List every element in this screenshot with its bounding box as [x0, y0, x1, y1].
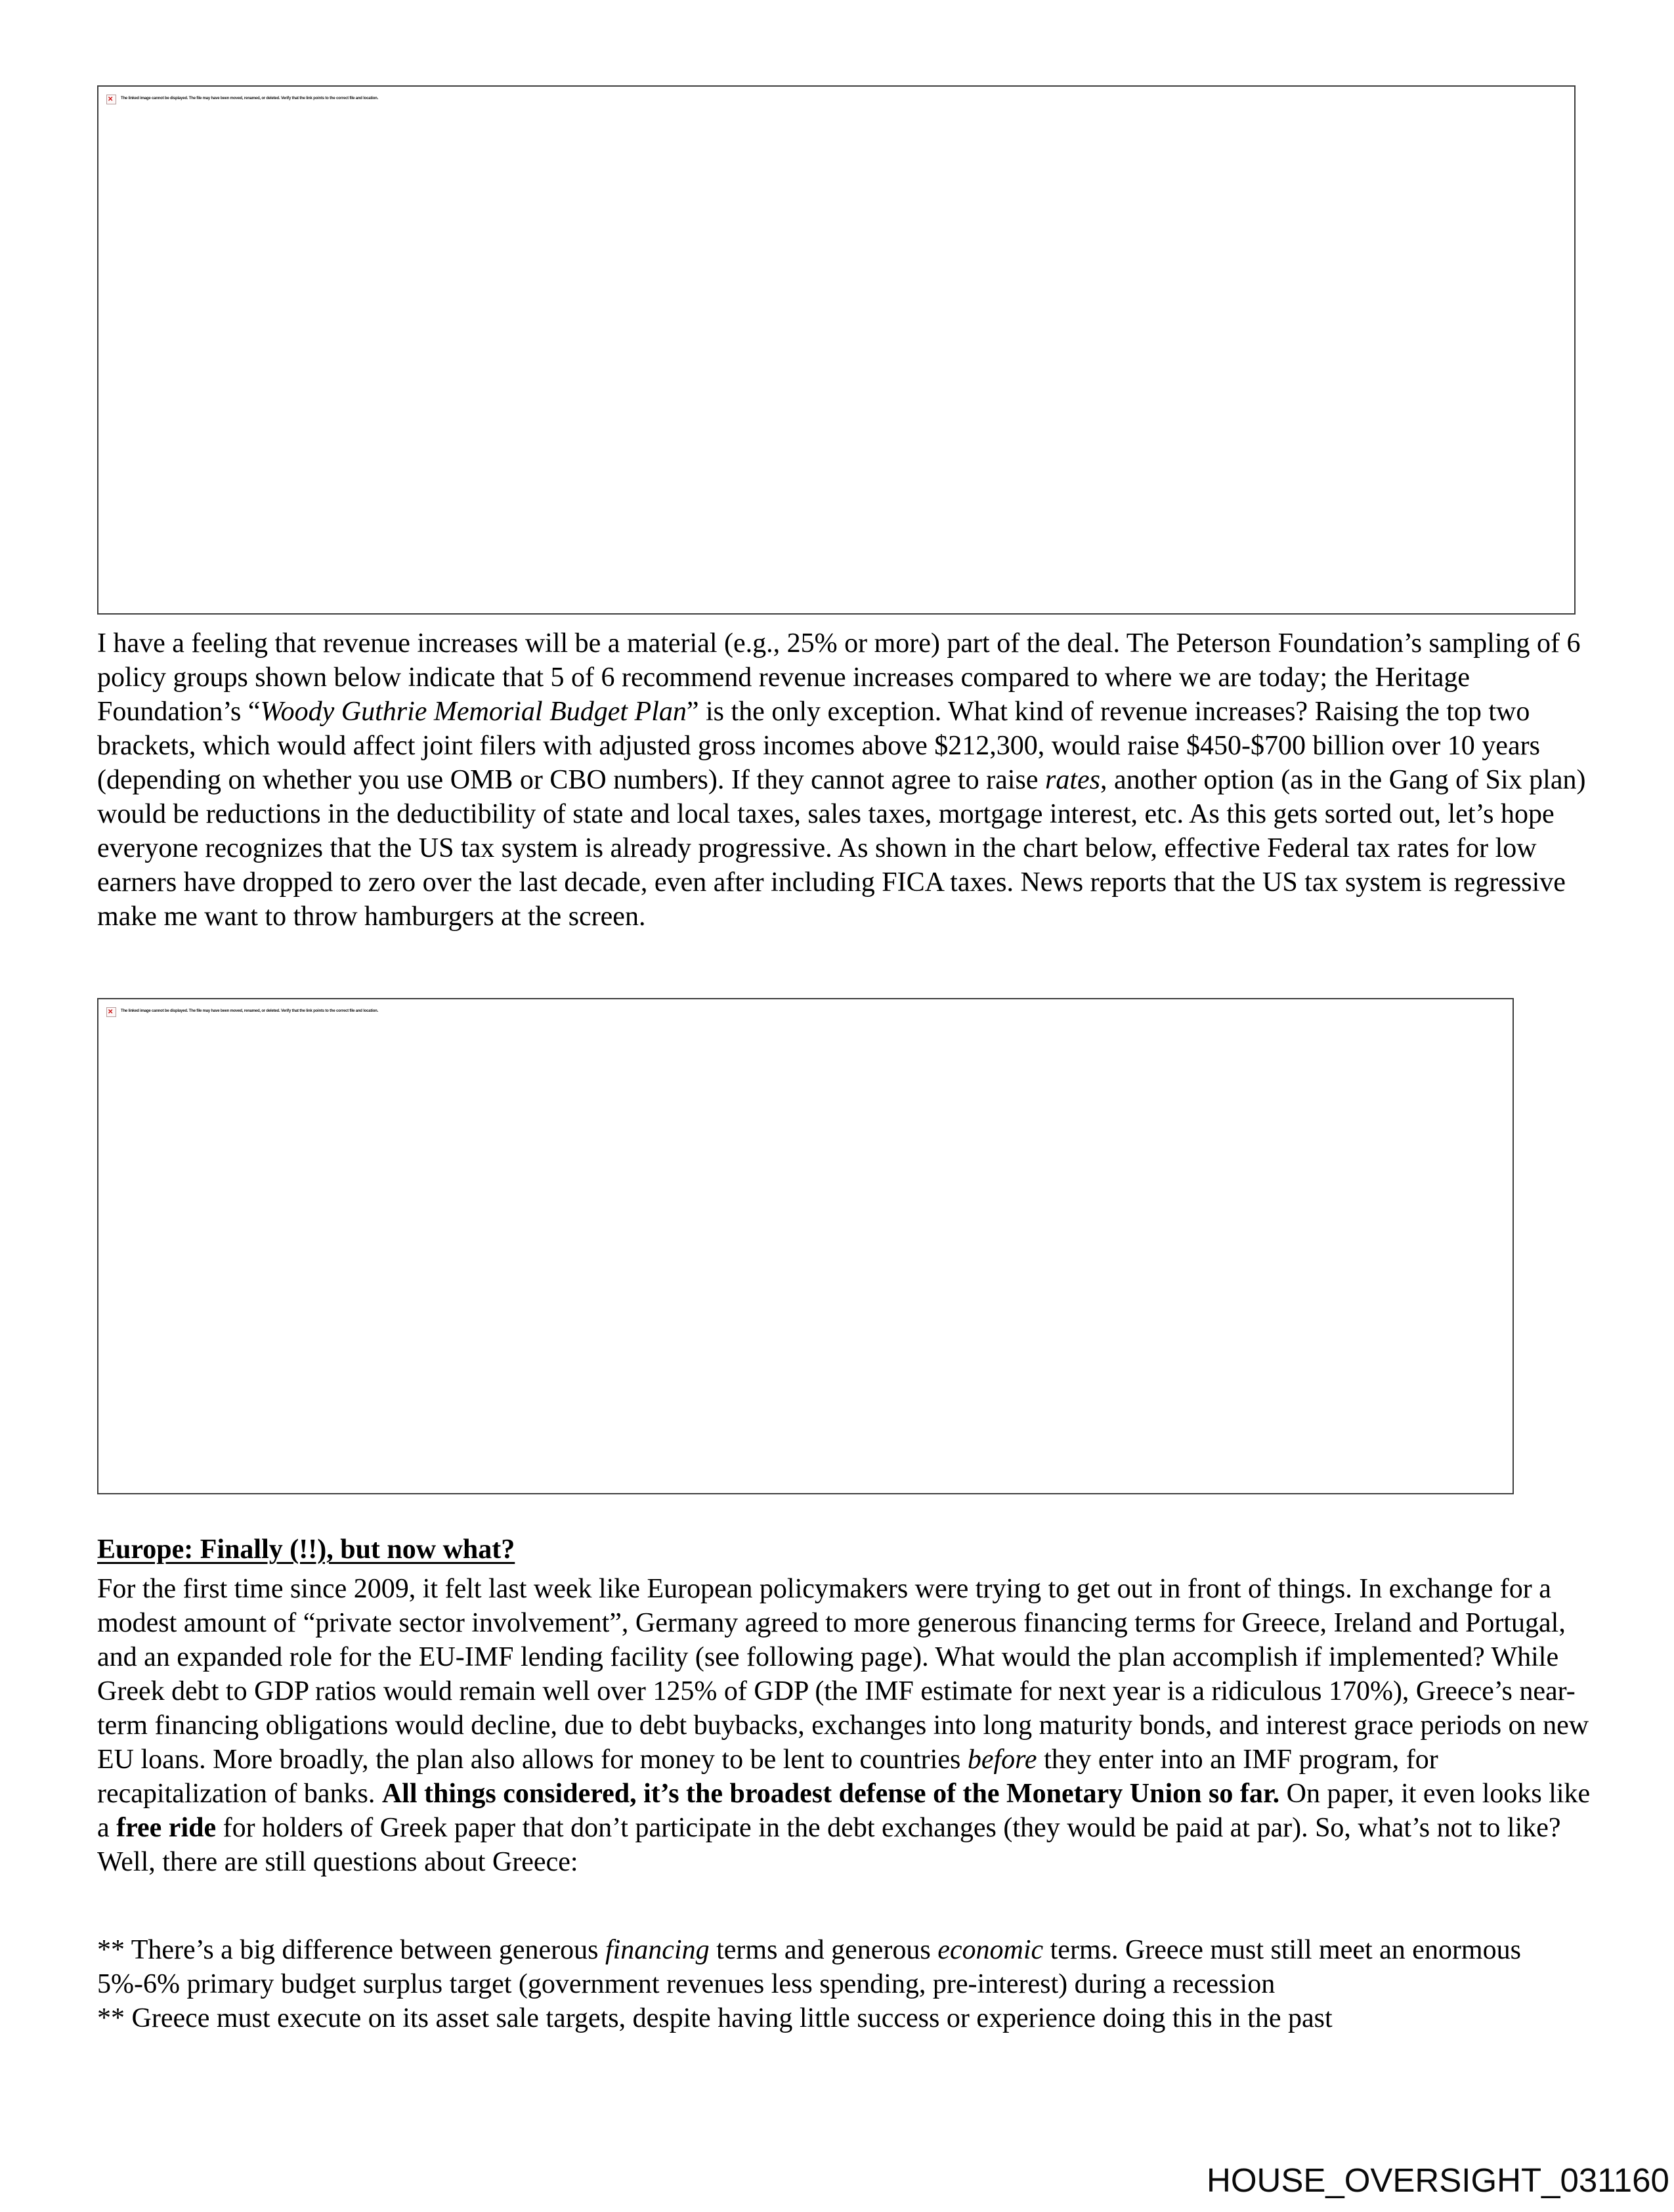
text-segment: On paper, it even looks like a — [97, 1779, 1591, 1843]
text-segment: terms. Greece must still meet an enormous 5%-6% primary budget surplus target (government revenues less spending, pre-interest) during a recession — [97, 1935, 1521, 1999]
bates-number: HOUSE_OVERSIGHT_031160 — [1207, 2161, 1669, 2199]
text-segment-italic: rates — [1044, 765, 1100, 795]
text-segment: for holders of Greek paper that don’t participate in the debt exchanges (they would be paid at par). So, what’s not to like? Well, there are still questions about Greece: — [97, 1813, 1561, 1877]
text-segment-italic: financing — [605, 1935, 710, 1965]
text-segment: , another option (as in the Gang of Six plan) would be reductions in the deductibility of state and local taxes, sales taxes, mortgage interest, etc. As this gets sorted out, let’s hope everyone recognizes that the US tax system is already progressive. As shown in the chart below, effective Federal tax rates for low earners have dropped to zero over the last decade, even after including FICA taxes. News reports that the US tax system is regressive make me want to throw hamburgers at the screen. — [97, 765, 1586, 932]
text-segment: ” is the only exception. What kind of revenue increases? Raising the top two brackets, which would affect joint filers with adjusted gross incomes above $212,300, would raise $450-$700 billion over 10 years (depending on whether you use OMB or CBO numbers). If they cannot agree to raise — [97, 697, 1540, 795]
broken-image-text: The linked image cannot be displayed. The file may have been moved, renamed, or deleted. Verify that the link points to the correct file and location. — [121, 97, 379, 100]
text-segment-italic: before — [967, 1745, 1037, 1775]
broken-image-frame-1 — [97, 85, 1576, 615]
text-segment: terms and generous — [709, 1935, 938, 1965]
bullet-line — [97, 2001, 1600, 2035]
europe-paragraph — [97, 1572, 1600, 1879]
text-segment-bold: free ride — [116, 1813, 217, 1843]
broken-image-placeholder-row — [98, 87, 1574, 104]
broken-image-frame-2 — [97, 998, 1514, 1494]
text-segment: they enter into an IMF program, for recapitalization of banks. — [97, 1745, 1438, 1809]
text-segment: I have a feeling that revenue increases will be a material (e.g., 25% or more) part of the deal. The Peterson Foundation’s sampling of 6 policy groups shown below indicate that 5 of 6 recommend revenue increases compared to where we are today; the Heritage Foundation’s “ — [97, 628, 1581, 727]
europe-section-heading: Europe: Finally (!!), but now what? — [97, 1534, 515, 1565]
broken-image-placeholder-row — [98, 999, 1513, 1017]
text-segment: For the first time since 2009, it felt last week like European policymakers were trying to get out in front of things. In exchange for a modest amount of “private sector involvement”, Germany agreed to more generous financing terms for Greece, Ireland and Portugal, and an expanded role for the EU-IMF lending facility (see following page). What would the plan accomplish if implemented? While Greek debt to GDP ratios would remain well over 125% of GDP (the IMF estimate for next year is a ridiculous 170%), Greece’s near-term financing obligations would decline, due to debt buybacks, exchanges into long maturity bonds, and interest grace periods on new EU loans. More broadly, the plan also allows for money to be lent to countries — [97, 1574, 1589, 1775]
text-segment-bold: All things considered, it’s the broadest defense of the Monetary Union so far. — [381, 1779, 1280, 1809]
greece-bullet-list — [97, 1933, 1600, 2035]
text-segment-italic: Woody Guthrie Memorial Budget Plan — [260, 697, 687, 727]
text-segment: ** Greece must execute on its asset sale targets, despite having little success or experience doing this in the past — [97, 2003, 1333, 2033]
text-segment-italic: economic — [937, 1935, 1044, 1965]
red-x-broken-image-icon — [106, 95, 116, 104]
bullet-line — [97, 1933, 1600, 2001]
text-segment: ** There’s a big difference between generous — [97, 1935, 605, 1965]
red-x-broken-image-icon — [106, 1007, 116, 1017]
broken-image-text: The linked image cannot be displayed. The file may have been moved, renamed, or deleted. Verify that the link points to the correct file and location. — [121, 1009, 379, 1013]
revenue-paragraph — [97, 626, 1600, 934]
